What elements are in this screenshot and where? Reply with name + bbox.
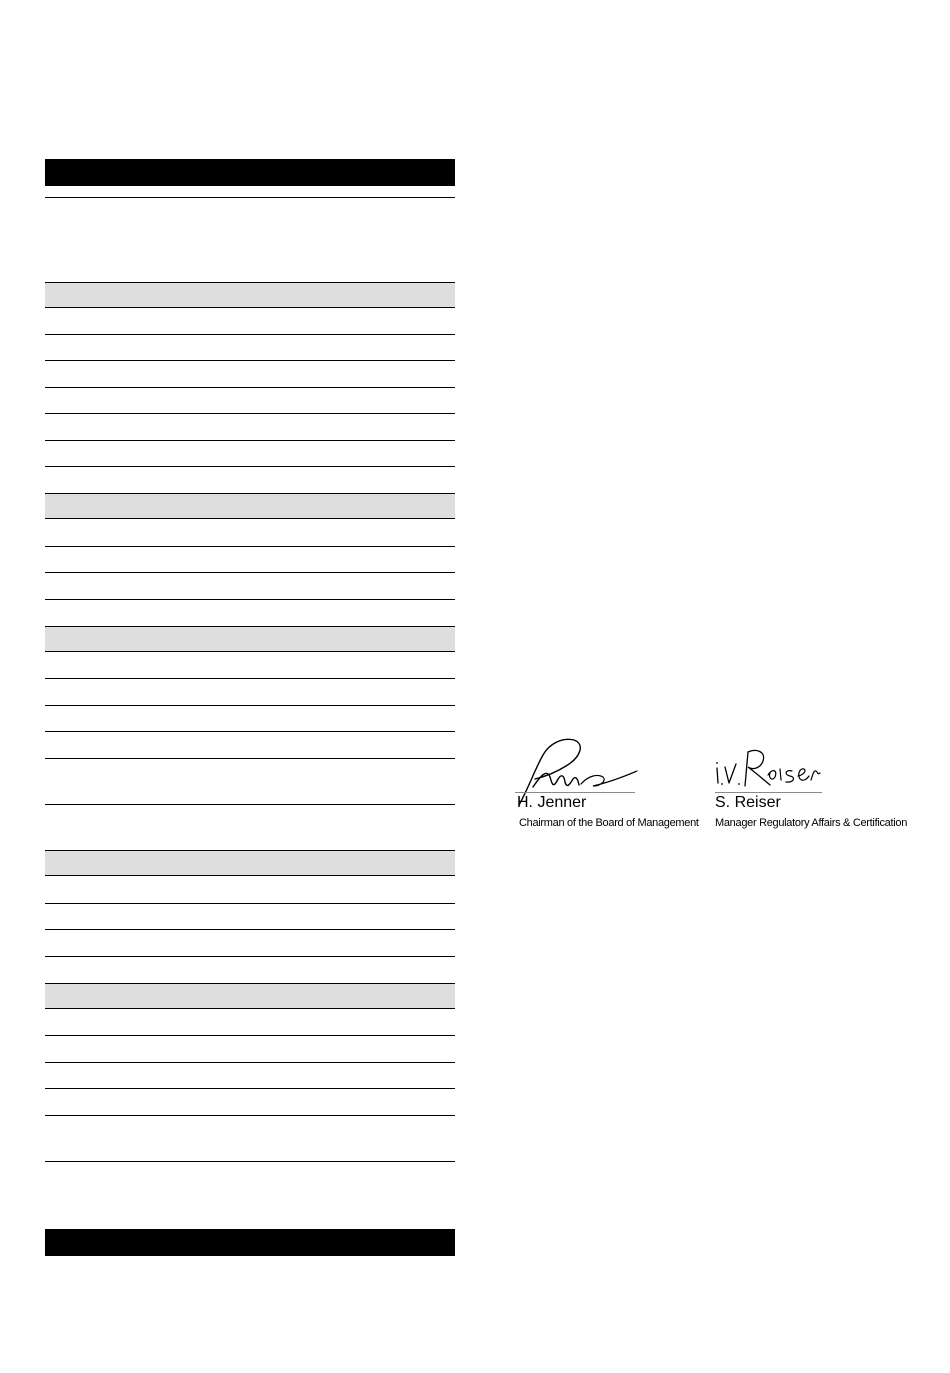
section-band-5 bbox=[45, 983, 455, 1009]
signatory-name: H. Jenner bbox=[517, 794, 587, 811]
signatory-role: Manager Regulatory Affairs & Certification bbox=[715, 817, 908, 829]
signatory-name: S. Reiser bbox=[715, 794, 781, 811]
table-rule bbox=[45, 804, 455, 805]
signature-block-reiser bbox=[710, 740, 908, 835]
section-band-1 bbox=[45, 282, 455, 308]
table-rule bbox=[45, 334, 455, 335]
table-rule bbox=[45, 599, 455, 600]
table-rule bbox=[45, 387, 455, 388]
table-rule bbox=[45, 903, 455, 904]
table-rule bbox=[45, 413, 455, 414]
section-band-2 bbox=[45, 493, 455, 519]
section-band-3 bbox=[45, 626, 455, 652]
table-rule bbox=[45, 440, 455, 441]
signature-line bbox=[715, 792, 822, 793]
table-rule bbox=[45, 546, 455, 547]
table-rule bbox=[45, 466, 455, 467]
table-rule bbox=[45, 1115, 455, 1116]
table-rule bbox=[45, 1035, 455, 1036]
section-band-4 bbox=[45, 850, 455, 876]
table-rule bbox=[45, 197, 455, 198]
table-rule bbox=[45, 1062, 455, 1063]
table-rule bbox=[45, 1088, 455, 1089]
table-rule bbox=[45, 929, 455, 930]
signature-block-jenner bbox=[505, 735, 699, 835]
table-footer-bar bbox=[45, 1229, 455, 1256]
table-rule bbox=[45, 705, 455, 706]
handwritten-signature-reiser bbox=[710, 740, 830, 795]
table-rule bbox=[45, 731, 455, 732]
table-rule bbox=[45, 956, 455, 957]
table-rule bbox=[45, 1161, 455, 1162]
table-rule bbox=[45, 758, 455, 759]
table-rule bbox=[45, 360, 455, 361]
table-header-bar bbox=[45, 159, 455, 186]
signatory-role: Chairman of the Board of Management bbox=[519, 817, 699, 829]
table-rule bbox=[45, 572, 455, 573]
table-rule bbox=[45, 678, 455, 679]
signature-line bbox=[515, 792, 635, 793]
